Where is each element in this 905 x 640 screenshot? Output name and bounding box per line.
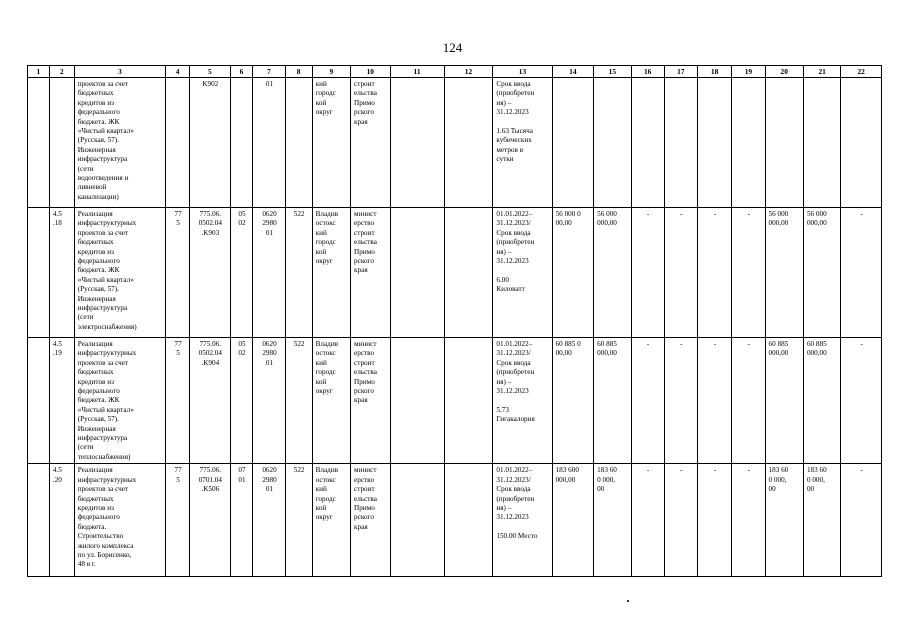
cell-amount: - [697, 208, 731, 338]
column-header: 21 [803, 66, 840, 78]
cell-value [390, 78, 444, 208]
cell-term: 01.01.2022– 31.12.2023/ Срок ввода (приобретен ия) – 31.12.2023 150.00 Место [493, 464, 552, 577]
column-header: 1 [28, 66, 50, 78]
column-header: 19 [732, 66, 765, 78]
cell-value [444, 208, 493, 338]
cell-amount: - [841, 338, 882, 464]
cell-amount: - [664, 338, 697, 464]
cell-value [444, 464, 493, 577]
cell-code: 77 5 [166, 338, 190, 464]
cell-amount: - [841, 464, 882, 577]
cell-name: Реализация инфраструктурных проектов за счет бюджетных кредитов из федерального бюджета. ЖК «Чистый квартал» (Русская, 57). Инженерная инфраструктура (сети электроснабжения) [74, 208, 165, 338]
cell-value [444, 78, 493, 208]
cell-code: K902 [190, 78, 231, 208]
cell-ministry: минист ерство строит ельства Примо рского края [351, 464, 390, 577]
cell-code: 07 01 [230, 464, 253, 577]
cell-amount [732, 78, 765, 208]
cell-amount [765, 78, 803, 208]
cell-code: 775.06. 0701.04 .K506 [190, 464, 231, 577]
cell-amount: 60 885 000,00 [765, 338, 803, 464]
cell-amount: 56 000 0 00,00 [552, 208, 594, 338]
cell-code: 0620 2980 01 [253, 338, 285, 464]
cell-value [390, 338, 444, 464]
cell-amount: - [631, 208, 664, 338]
cell-amount: - [732, 338, 765, 464]
header-row [28, 66, 882, 78]
page-number: 124 [442, 40, 463, 55]
cell-term: 01.01.2022– 31.12.2023/ Срок ввода (приобретен ия) – 31.12.2023 5.73 Гигакалория [493, 338, 552, 464]
cell-municipality: Владив остокс кий городс кой округ [312, 338, 350, 464]
cell-amount: 183 60 0 000, 00 [803, 464, 840, 577]
column-header: 13 [493, 66, 552, 78]
cell-name: проектов за счет бюджетных кредитов из федерального бюджета. ЖК «Чистый квартал» (Русская, 57). Инженерная инфраструктура (сети водоотведения и ливневой канализации) [74, 78, 165, 208]
cell-number: 4.5 .18 [49, 208, 74, 338]
cell-name: Реализация инфраструктурных проектов за счет бюджетных кредитов из федерального бюджета. Строительство жилого комплекса по ул. Борисенко, 48 в г. [74, 464, 165, 577]
cell-amount: 60 885 000,00 [803, 338, 840, 464]
cell-value [390, 464, 444, 577]
cell-amount [552, 78, 594, 208]
cell-code: 01 [253, 78, 285, 208]
scan-dot [627, 600, 629, 602]
cell-code: 05 02 [230, 208, 253, 338]
cell-code: 0620 2980 01 [253, 464, 285, 577]
cell-code: 775.06. 0502.04 .K904 [190, 338, 231, 464]
column-header: 12 [444, 66, 493, 78]
cell-amount: - [697, 464, 731, 577]
cell-amount [631, 78, 664, 208]
column-header: 5 [190, 66, 231, 78]
cell-value [390, 208, 444, 338]
table-row [28, 464, 882, 577]
column-header: 11 [390, 66, 444, 78]
cell-amount: 183 600 000,00 [552, 464, 594, 577]
cell-number: 4.5 .19 [49, 338, 74, 464]
cell-code [166, 78, 190, 208]
cell-municipality: Владив остокс кий городс кой округ [312, 464, 350, 577]
cell-amount: - [631, 464, 664, 577]
cell-code: 522 [285, 464, 312, 577]
column-header: 4 [166, 66, 190, 78]
cell-number [49, 78, 74, 208]
cell-amount: - [841, 208, 882, 338]
column-header: 20 [765, 66, 803, 78]
column-header: 6 [230, 66, 253, 78]
cell-index [28, 78, 50, 208]
cell-value [444, 338, 493, 464]
cell-amount: 56 000 000,00 [803, 208, 840, 338]
cell-amount: - [664, 208, 697, 338]
cell-code: 775.06. 0502.04 .K903 [190, 208, 231, 338]
cell-ministry: строит ельства Примо рского края [351, 78, 390, 208]
budget-table [27, 65, 882, 577]
cell-index [28, 338, 50, 464]
column-header: 7 [253, 66, 285, 78]
cell-amount: 56 000 000,00 [765, 208, 803, 338]
table-row [28, 338, 882, 464]
column-header: 3 [74, 66, 165, 78]
cell-index [28, 208, 50, 338]
cell-number: 4.5 .20 [49, 464, 74, 577]
cell-index [28, 464, 50, 577]
column-header: 15 [594, 66, 631, 78]
cell-code: 522 [285, 338, 312, 464]
cell-code [230, 78, 253, 208]
column-header: 9 [312, 66, 350, 78]
cell-code: 77 5 [166, 208, 190, 338]
cell-ministry: минист ерство строит ельства Примо рского края [351, 208, 390, 338]
cell-amount [841, 78, 882, 208]
table-row [28, 208, 882, 338]
cell-amount: - [664, 464, 697, 577]
cell-amount: 183 60 0 000, 00 [765, 464, 803, 577]
cell-amount: 183 60 0 000, 00 [594, 464, 631, 577]
cell-municipality: Владив остокс кий городс кой округ [312, 208, 350, 338]
cell-amount: - [697, 338, 731, 464]
table-row [28, 78, 882, 208]
cell-amount: 56 000 000,00 [594, 208, 631, 338]
cell-amount [697, 78, 731, 208]
cell-amount [803, 78, 840, 208]
cell-name: Реализация инфраструктурных проектов за счет бюджетных кредитов из федерального бюджета. ЖК «Чистый квартал» (Русская, 57). Инженерная инфраструктура (сети теплоснабжения) [74, 338, 165, 464]
cell-amount: 60 885 000,00 [594, 338, 631, 464]
cell-code: 0620 2980 01 [253, 208, 285, 338]
column-header: 10 [351, 66, 390, 78]
column-header: 2 [49, 66, 74, 78]
column-header: 16 [631, 66, 664, 78]
column-header: 8 [285, 66, 312, 78]
column-header: 14 [552, 66, 594, 78]
cell-code [285, 78, 312, 208]
cell-amount: - [732, 464, 765, 577]
column-header: 22 [841, 66, 882, 78]
column-header: 18 [697, 66, 731, 78]
cell-code: 05 02 [230, 338, 253, 464]
cell-amount: - [732, 208, 765, 338]
cell-code: 522 [285, 208, 312, 338]
cell-amount: 60 885 0 00,00 [552, 338, 594, 464]
column-header: 17 [664, 66, 697, 78]
cell-amount [664, 78, 697, 208]
cell-code: 77 5 [166, 464, 190, 577]
cell-municipality: кий городс кой округ [312, 78, 350, 208]
cell-amount [594, 78, 631, 208]
cell-amount: - [631, 338, 664, 464]
cell-term: 01.01.2022– 31.12.2023/ Срок ввода (приобретен ия) – 31.12.2023 6.00 Киловатт [493, 208, 552, 338]
cell-term: Срок ввода (приобретен ия) – 31.12.2023 1.63 Тысяча кубических метров в сутки [493, 78, 552, 208]
cell-ministry: минист ерство строит ельства Примо рского края [351, 338, 390, 464]
